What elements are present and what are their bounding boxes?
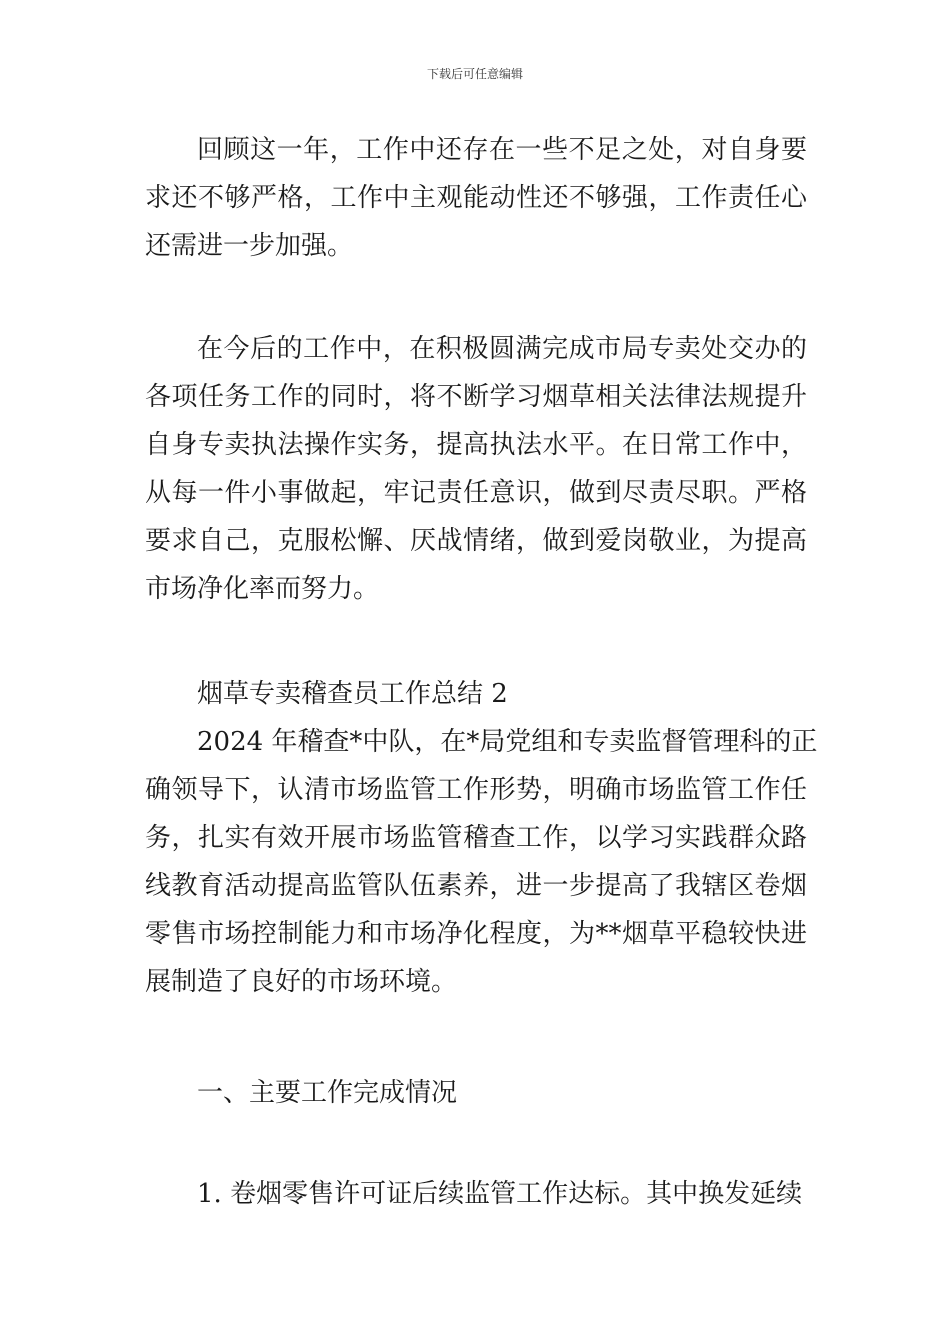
text-line: 还需进一步加强。 <box>145 231 354 261</box>
text-line: 零售市场控制能力和市场净化程度，为**烟草平稳较快进 <box>145 919 807 949</box>
text-line: 烟草专卖稽查员工作总结 2 <box>197 679 508 709</box>
list-item-1 <box>145 1170 807 1218</box>
text-line: 各项任务工作的同时，将不断学习烟草相关法律法规提升 <box>145 382 807 412</box>
paragraph-summary <box>145 718 818 1006</box>
text-line: 回顾这一年，工作中还存在一些不足之处，对自身要 <box>197 135 807 165</box>
text-line: 自身专卖执法操作实务，提高执法水平。在日常工作中， <box>145 430 807 460</box>
text-line: 一、主要工作完成情况 <box>197 1078 458 1108</box>
text-line: 务，扎实有效开展市场监管稽查工作，以学习实践群众路 <box>145 823 807 853</box>
text-line: 在今后的工作中，在积极圆满完成市局专卖处交办的 <box>197 334 807 364</box>
section-title <box>145 670 807 718</box>
text-line: 市场净化率而努力。 <box>145 574 380 604</box>
text-line: 1. 卷烟零售许可证后续监管工作达标。其中换发延续 <box>197 1179 803 1209</box>
text-line: 确领导下，认清市场监管工作形势，明确市场监管工作任 <box>145 775 807 805</box>
paragraph-review <box>145 126 807 270</box>
page-header: 下载后可任意编辑 <box>426 67 523 81</box>
text-line: 线教育活动提高监管队伍素养，进一步提高了我辖区卷烟 <box>145 871 807 901</box>
paragraph-future-work <box>145 325 807 613</box>
text-line: 2024 年稽查*中队，在*局党组和专卖监督管理科的正 <box>197 727 818 757</box>
text-line: 求还不够严格，工作中主观能动性还不够强，工作责任心 <box>145 183 807 213</box>
text-line: 展制造了良好的市场环境。 <box>145 967 458 997</box>
text-line: 从每一件小事做起，牢记责任意识，做到尽责尽职。严格 <box>145 478 807 508</box>
heading-main-work <box>145 1069 807 1117</box>
text-line: 要求自己，克服松懈、厌战情绪，做到爱岗敬业，为提高 <box>145 526 807 556</box>
